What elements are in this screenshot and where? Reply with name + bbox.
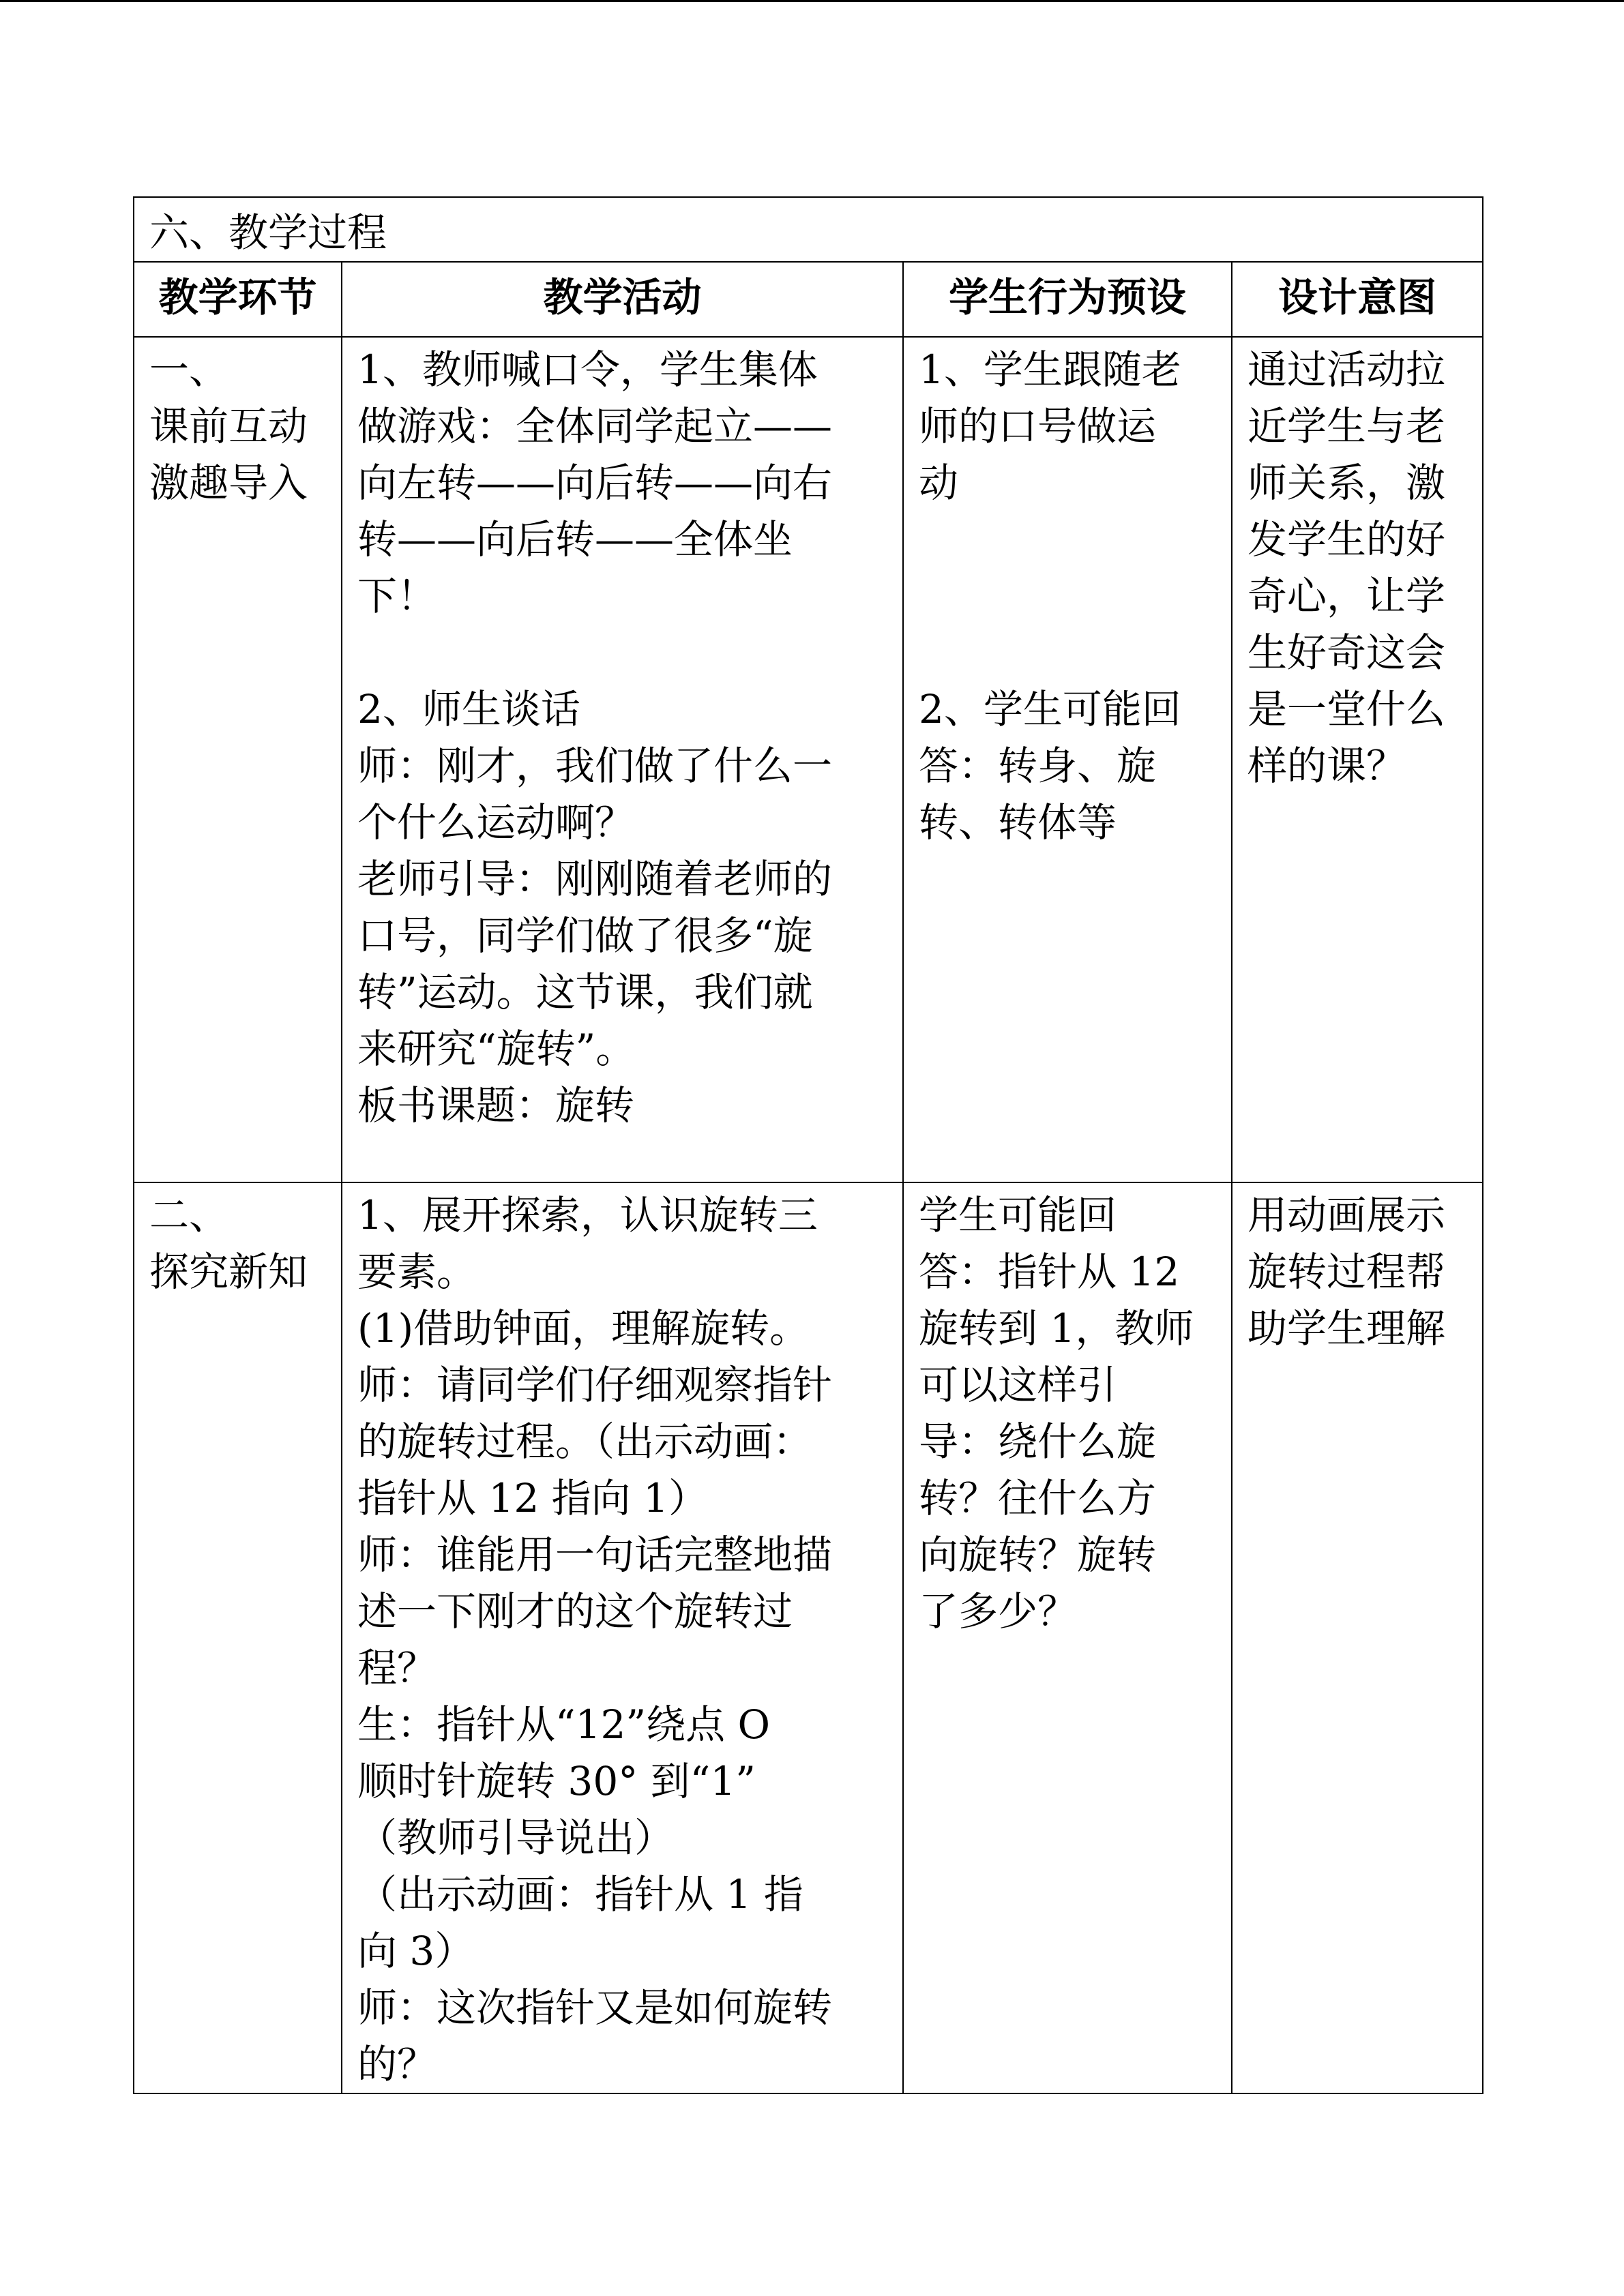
activity-line: 做游戏：全体同学起立—— (357, 403, 833, 449)
intent-line: 生好奇这会 (1247, 629, 1446, 676)
student-cell (903, 337, 1232, 1182)
stage-line: 激趣导入 (149, 460, 308, 506)
activity-line: 师：这次指针又是如何旋转 (357, 1984, 833, 2031)
intent-line: 样的课？ (1247, 743, 1406, 789)
paragraph-gap (357, 625, 887, 681)
activity-line: 顺时针旋转 30° 到“1” (357, 1758, 756, 1804)
activity-line: 1、教师喊口令，学生集体 (357, 346, 818, 393)
section-title: 六、教学过程 (134, 197, 1483, 262)
activity-line: 1、展开探索，认识旋转三 (357, 1192, 818, 1238)
student-line: 了多少？ (919, 1588, 1078, 1635)
activity-line: 板书课题：旋转 (357, 1082, 635, 1129)
header-activity: 教学活动 (342, 262, 903, 337)
table-row (134, 337, 1483, 1182)
intent-line: 奇心，让学 (1247, 573, 1446, 619)
activity-line: （出示动画：指针从 1 指 (357, 1871, 803, 1918)
activity-line: 向左转——向后转——向右 (357, 460, 833, 506)
activity-line: 老师引导：刚刚随着老师的 (357, 856, 833, 902)
activity-cell (342, 1182, 903, 2093)
intent-cell (1232, 1182, 1483, 2093)
student-line: 2、学生可能回 (919, 686, 1181, 732)
student-line: 动 (919, 460, 959, 506)
activity-line: 师：刚才，我们做了什么一 (357, 743, 833, 789)
activity-line: 的？ (357, 2041, 437, 2087)
activity-line: (1)借助钟面，理解旋转。 (357, 1305, 810, 1352)
intent-line: 师关系，激 (1247, 460, 1446, 506)
stage-line: 一、 (149, 346, 229, 393)
activity-line: 来研究“旋转”。 (357, 1026, 636, 1072)
stage-cell (134, 1182, 342, 2093)
intent-line: 是一堂什么 (1247, 686, 1446, 732)
intent-line: 助学生理解 (1247, 1305, 1446, 1352)
intent-line: 通过活动拉 (1247, 346, 1446, 393)
student-line: 答：指针从 12 (919, 1249, 1180, 1295)
activity-line: 师：请同学们仔细观察指针 (357, 1362, 833, 1408)
student-line: 师的口号做运 (919, 403, 1157, 449)
page-top-rule (0, 0, 1624, 2)
intent-line: 旋转过程帮 (1247, 1249, 1446, 1295)
activity-line: （教师引导说出） (357, 1815, 675, 1861)
stage-cell (134, 337, 342, 1182)
header-row (134, 262, 1483, 337)
student-line: 可以这样引 (919, 1362, 1117, 1408)
intent-cell (1232, 337, 1483, 1182)
header-stage: 教学环节 (134, 262, 342, 337)
activity-cell (342, 337, 903, 1182)
activity-line: 要素。 (357, 1249, 477, 1295)
activity-line: 师：谁能用一句话完整地描 (357, 1532, 833, 1578)
activity-line: 下！ (357, 573, 437, 619)
header-intent: 设计意图 (1232, 262, 1483, 337)
activity-line: 转”运动。这节课，我们就 (357, 969, 813, 1015)
stage-line: 探究新知 (149, 1249, 308, 1295)
student-line: 1、学生跟随老 (919, 346, 1181, 393)
student-line: 向旋转？旋转 (919, 1532, 1157, 1578)
activity-line: 转——向后转——全体坐 (357, 516, 793, 563)
student-line: 导：绕什么旋 (919, 1418, 1157, 1465)
teaching-process-table (133, 196, 1483, 2094)
activity-line: 指针从 12 指向 1） (357, 1475, 709, 1521)
student-line: 转、转体等 (919, 799, 1117, 846)
activity-line: 的旋转过程。（出示动画： (357, 1418, 813, 1465)
student-line: 旋转到 1，教师 (919, 1305, 1194, 1352)
student-line: 答：转身、旋 (919, 743, 1157, 789)
stage-line: 课前互动 (149, 403, 308, 449)
intent-line: 发学生的好 (1247, 516, 1446, 563)
student-line: 转？往什么方 (919, 1475, 1157, 1521)
activity-line: 口号，同学们做了很多“旋 (357, 912, 813, 959)
intent-line: 用动画展示 (1247, 1192, 1446, 1238)
activity-line: 述一下刚才的这个旋转过 (357, 1588, 793, 1635)
header-student: 学生行为预设 (903, 262, 1232, 337)
section-title-row (134, 197, 1483, 262)
activity-line: 程？ (357, 1645, 437, 1691)
activity-line: 生：指针从“12”绕点 O (357, 1701, 771, 1748)
table-row (134, 1182, 1483, 2093)
paragraph-gap (919, 625, 1216, 681)
intent-line: 近学生与老 (1247, 403, 1446, 449)
activity-line: 2、师生谈话 (357, 686, 580, 732)
activity-line: 个什么运动啊？ (357, 799, 635, 846)
student-cell (903, 1182, 1232, 2093)
stage-line: 二、 (149, 1192, 229, 1238)
paragraph-gap (919, 568, 1216, 625)
activity-line: 向 3） (357, 1928, 475, 1974)
paragraph-gap (919, 511, 1216, 568)
student-line: 学生可能回 (919, 1192, 1117, 1238)
